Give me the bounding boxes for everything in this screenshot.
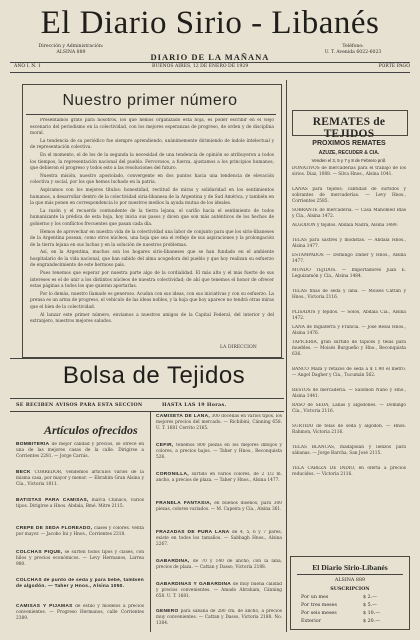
remates-entry: SURTIDO de telas de seda y algodón. — Hnos. Rahmon, Victoria 2116. xyxy=(292,424,406,436)
ad-item: GABARDINA, de 70 y 140 de ancho, con la lana, precios de plaza. — Cattan y Dasso, Victoria 2188. xyxy=(156,559,282,571)
subscription-row-label: Por seis meses xyxy=(301,611,337,616)
subscription-rule xyxy=(297,574,403,575)
subscription-row-label: Por un mes xyxy=(301,595,329,600)
ad-item: CORONILLA, surtido en varios colores, de 2 1/2 m. ancho, a precios de plaza. — Taher y Hnos., Alsina 1477. xyxy=(156,472,282,484)
ad-item: GABARDINAS Y GABARDINA de muy buena calidad y precios convenientes. — Amado Abraham, Cánning 658. U. T. 1681. xyxy=(156,582,282,600)
remates-entry: RESTOS de mercadería. — Salomón Nuño y Hno., Alsina 1441. xyxy=(292,388,406,400)
remates-entry: TELAS para sastres y modistas. — Abdala Hnos., Alsina 1477. xyxy=(292,238,406,250)
masthead-price: PORTE PAGO xyxy=(378,64,410,69)
remates-entry: TELAS BLANCAS, madapolán y lienzos para sábanas. — Jorge Barcha, San José 2115. xyxy=(292,445,406,457)
subscription-box xyxy=(290,556,410,630)
remates-header: PROXIMOS REMATES xyxy=(312,140,386,147)
subscription-title: El Diario Sirio-Libanés xyxy=(312,563,388,572)
ad-item: FRANELA FANTASIA, en buenos diseños, para 300 piezas, colores variados. — M. Capeira y Cía., Alsina 361. xyxy=(156,501,282,513)
bolsa-title: Bolsa de Tejidos xyxy=(62,362,246,389)
ad-item: FRAZADAS DE PURA LANA de 4, 5, 6 y 7 pares, existe en todos los tamaños. — Sabbagh Hnos., Alsina 2267. xyxy=(156,530,282,548)
editorial-title: Nuestro primer número xyxy=(62,92,238,109)
masthead-dateline: BUENOS AIRES, 12 DE ENERO DE 1929 xyxy=(152,64,249,69)
bolsa-head-rule xyxy=(10,398,284,399)
remates-entry: DONATIVOS de mercaderías para el trabajo de los sirios. Diaz, 1088. — Silva Hnos., Alsina 1041. xyxy=(292,166,406,178)
remates-title: REMATES de TEJIDOS xyxy=(312,116,386,140)
editorial-signoff: LA DIRECCION xyxy=(220,345,257,350)
ad-item: CEFIR, tenemos 800 piezas en los mejores dibujos y colores, a precios bajos. — Taher y Hnos., Reconquista 526. xyxy=(156,443,282,461)
bolsa-subhead-rule xyxy=(10,411,284,412)
bolsa-column-divider xyxy=(150,412,151,632)
editorial-title-rule xyxy=(26,114,276,115)
remates-entry: ESTAMPADOS — Domingo Daher y Hnos., Alsina 1477. xyxy=(292,253,406,265)
subscription-header: SUSCRIPCION xyxy=(330,586,370,592)
ad-item: CAMISAS Y PIJAMAS de estilo y modelos a precios convenientes. — Progreso Hermanos, calle Corrientes 2389. xyxy=(16,604,144,622)
ad-item: BATISTAS PARA CAMISAS, marca Chinaco, varios tipos. Dirigirse a Hnos. Abdala, Bmé. Mitre 2115. xyxy=(16,498,144,510)
remates-entry: LANA de Inglaterra y Francia. — José Resal Hnos., Alsina 1476. xyxy=(292,325,406,337)
subscription-row-value: $ 20.— xyxy=(363,619,381,624)
remates-entry: TELAS finas de seda y lana. — Moisés Cattan y Hnos., Victoria 2116. xyxy=(292,289,406,301)
ad-item: BECK CORREDOR, vendemos artículos varios de la misma casa, por mayor y menor. — Ebrahim Gran Alsina y Cía., Victoria 1811. xyxy=(16,470,144,488)
remates-subheader: AZUZE, RECUDER & CIA. xyxy=(318,150,380,156)
remates-entry: BANCO Maza y retazos de seda a $ 1.90 el metro. — Angel Dagher y Cía., Tucumán 562. xyxy=(292,367,406,379)
ad-item: CREPE DE SEDA FLOREADO, clases y colores. Venta por mayor. — Jacobo Ini y Hnos., Corrientes 2318. xyxy=(16,526,144,538)
bolsa-top-rule xyxy=(10,358,284,359)
masthead-year: AÑO I. N. 1 xyxy=(14,64,41,69)
ad-item: GENERO para sábana de 280 cm. de ancho, a precios muy convenientes. — Cattan y Dasso, Victoria 2188. No. 1384. xyxy=(156,609,282,627)
offered-title: Artículos ofrecidos xyxy=(44,423,138,437)
ad-item: CAMISETA DE LANA, 300 docenas en varios tipos, los mejores precios del mercado. — Richibini, Cánning 658. U. T. 1681 Cerrito 2165. xyxy=(156,414,282,432)
subscription-row-label: Exterior xyxy=(301,619,321,624)
remates-note: Venden el 3, 5 y 7 y 8 de Febrero pról. xyxy=(311,158,387,163)
remates-entry: LANAS para tejidos; cantidad de surtidos y sobrantes de mercaderías. — Levy Hnos., Corrientes 2585. xyxy=(292,187,406,205)
subscription-row-value: $ 10.— xyxy=(363,611,381,616)
remates-entry: MUNDO TEJIDOS. — Importadores Juan E. Leguizamón y Cía., Alsina 1484. xyxy=(292,268,406,280)
masthead-rule-bottom xyxy=(10,72,410,73)
column-divider-right xyxy=(286,80,287,632)
remates-entry: PLISADOS y tejidos. — Solos, Abdala Cía., Alsina 1472. xyxy=(292,310,406,322)
remates-entry: ALGODON y tejidos. Abdala Nadra, Alsina 1489. xyxy=(292,223,398,228)
remates-entry: TAPICERIA, gran surtido de tapices y telas para muebles. — Moisés Burgueño y Hno., Reconquista 636. xyxy=(292,340,406,358)
remates-entry: TELA CABEZA DE INDIO, en oferta a precios reducidos. — Victoria 2116. xyxy=(292,466,406,478)
subscription-row-value: $ 2.— xyxy=(363,595,377,600)
ad-item: BOMBITERIA de mejor calidad y precios, se ofrece en una de las mejores casas de la calle. Dirigirse a Corrientes 2281. — Jorge Carrás. xyxy=(16,442,144,460)
masthead-address: Dirección y Administración: ALSINA 889 xyxy=(38,44,104,55)
masthead-rule-top xyxy=(10,62,410,63)
masthead-subtitle: DIARIO DE LA MAÑANA xyxy=(150,52,270,62)
ad-item: COLCHAS de punto de seda y para bebé, también de algodón. — Taher y Hnos., Alsina 1050. xyxy=(16,578,144,590)
subscription-row-label: Por tres meses xyxy=(301,603,337,608)
subscription-row-value: $ 5.— xyxy=(363,603,377,608)
masthead-phone: Teléfono: U. T. Avenida 6022-6023 xyxy=(324,44,382,55)
ad-item: COLCHAS PIQUE, se surten todos tipos y clases, con hilos y precios económicos. — Levy Hermanos, Larrea 980. xyxy=(16,550,144,568)
editorial-body: Presentamos grato para nosotros, los que hemos organizado esta hoja, es poder escribir en el viejo escenario del periodismo en la colectividad, con los mejores esperanzas de progreso, de orden y de disciplina moral. La tendencia de su periódico fue siempre aprendiendo, unánimemente dirimiendo de índole intelectual y de representación colectiva. En el momento, el de los de la segunda la necesidad de una tendencia de opinión se atribuyeron a todos los tiempos, la representación nacional del pueblo. Fervorosos, a fuerza, ajustamos a los principios humanos, que debieron el progreso y todos esto a las resoluciones del futuro. Nuestra misión, nuestro apostolado, convergente en dos puntos hacia una tendencia de elevación colectiva y social, por los que hemos luchado en la patria. Aspiramos con los mejores títulos: honestidad, rectitud de miras y solidaridad en los sentimientos humanos, a desarrollar dentro de la colectividad siria-libanesa de la Argentina y de Sud América, y también en la que más ponen en correspondencia lo por nuestros medios la ayuda mutua de los ideales. La razón y el recuerdo contundente de la tierra lejana, el cariño hacia el sentimiento de todos humanizante la prédica de esta hoja, hoy inicia sus pasos y dicen que son más auténticos de los hechos de gobierno y los conflictos frecuentes que pasan cada día. Hemos de aprovechar en nuestra vida de la colectividad una labor de conjunto para que los sirio-libaneses de la Argentina posean, como otros núcleos, una hoja que sea el reflejo de sus aspiraciones y la prolongación de la tierra lejana en sus luchas y en la solución de nuestros problemas. Así, en la Argentina, muchos son los hogares sirio-libaneses que se han fundado en el ambiente hospitalario de la vida nacional, que han sabido del alma acogedora del pueblo y que hoy realizan su esfuerzo de engrandecimiento de este hermoso país. Pues tenemos que esperar por nuestra parte algo de la cordialidad. El más alto y el más fuerte de sus intereses es el de unir a los distintos núcleos de nuestra colectividad; de ahí que tenemos el honor de ofrecer estas páginas a todos los que quieran aportarlas. Por lo demás, nuestro llamado es generoso. Acudan con sus ideas, con sus iniciativas y con su esfuerzo. La prensa es un arma de progreso, el vehículo de las ideas nobles, y la hoja que hoy aparece no tendrá otras miras que el bien de la colectividad. Al lanzar este primer número, enviamos a nuestros amigos de la Capital Federal, del interior y del extranjero, nuestros mejores saludos. xyxy=(30,118,274,325)
subscription-address: ALSINA 889 xyxy=(334,578,366,583)
bolsa-right-head: HASTA LAS 19 Horas. xyxy=(162,402,227,408)
masthead-title: El Diario Sirio - Libanés xyxy=(40,5,380,41)
bolsa-left-head: SE RECIBEN AVISOS PARA ESTA SECCION xyxy=(16,402,143,408)
remates-entry: RASO de SEDA, Lanas y algodones. — Domingo Cía., Victoria 2116. xyxy=(292,403,406,415)
remates-entry: SOBRANTE de mercadería. — Casa Mahomed Blas y Cía., Alsina 1472. xyxy=(292,208,406,220)
